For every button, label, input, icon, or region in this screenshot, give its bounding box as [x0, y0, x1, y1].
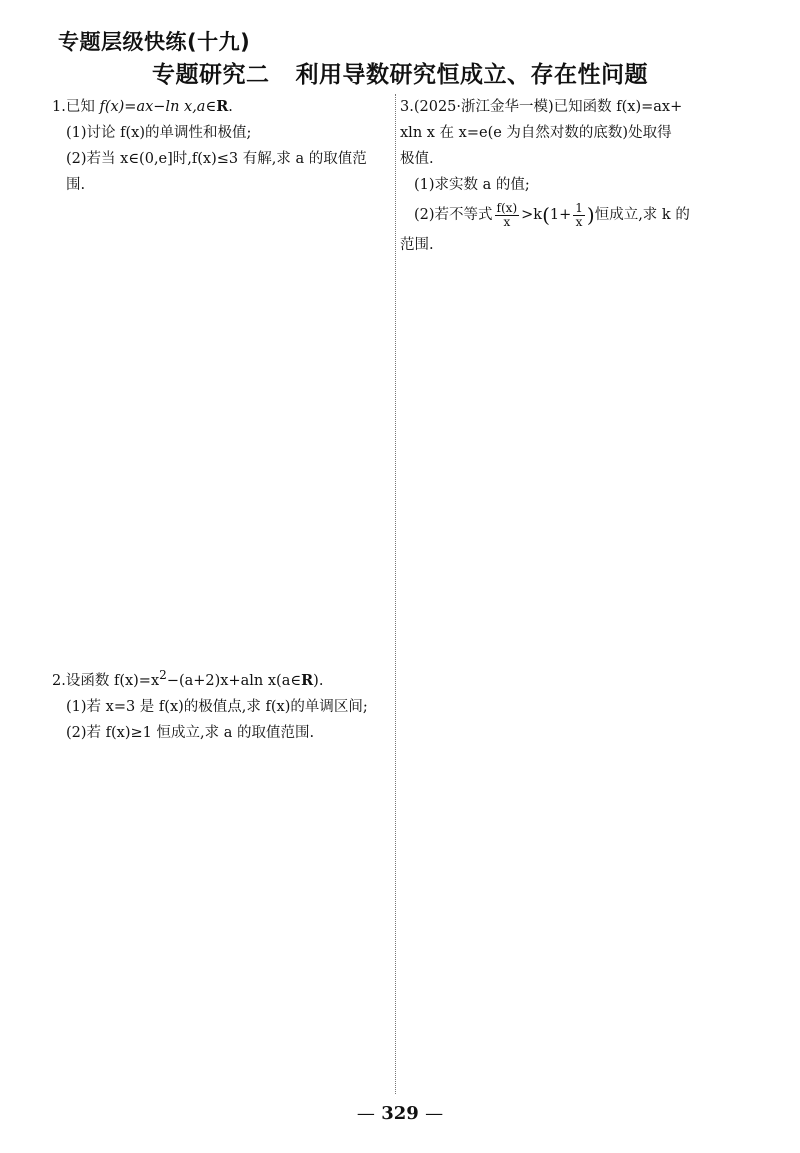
- topic-title: [0, 56, 800, 89]
- question-2-set: R: [301, 671, 314, 689]
- fraction-denominator: x: [575, 214, 583, 229]
- question-2-part-1: (1)若 x=3 是 f(x)的极值点,求 f(x)的单调区间;: [66, 698, 368, 715]
- question-1-part-1: (1)讨论 f(x)的单调性和极值;: [66, 125, 252, 141]
- question-3-stem-text: (2025·浙江金华一模)已知函数 f(x)=ax+: [413, 99, 683, 115]
- topic-label: 专题研究二: [152, 62, 270, 88]
- question-2-stem-text: 设函数 f(x)=x: [65, 672, 160, 689]
- question-2-number: 2.: [52, 672, 66, 689]
- question-3-part-2-end: 恒成立,求 k 的: [594, 207, 690, 223]
- question-1-expression: f(x)=ax−ln x,a∈: [99, 99, 217, 115]
- one-plus: 1+: [549, 207, 572, 223]
- question-3: [400, 94, 735, 258]
- footer-dash-left: —: [356, 1103, 375, 1124]
- right-paren: ): [586, 203, 595, 227]
- question-2-exponent: 2: [159, 668, 167, 682]
- question-1-number: 1.: [52, 99, 66, 115]
- fraction-one-over-x: [573, 202, 585, 229]
- fraction-numerator: f(x): [496, 200, 518, 215]
- page-number: 329: [381, 1103, 419, 1124]
- question-3-stem-line-2: xln x 在 x=e(e 为自然对数的底数)处取得: [400, 125, 672, 141]
- question-1-set: R: [216, 98, 229, 115]
- fraction-denominator: x: [503, 214, 511, 229]
- column-divider: [395, 94, 396, 1094]
- question-1-stem-end: .: [228, 99, 233, 115]
- question-1-stem-text: 已知: [65, 99, 100, 115]
- question-2: [52, 662, 382, 746]
- question-3-stem-line-1: [400, 94, 735, 120]
- page-footer: [0, 1103, 800, 1124]
- fraction-fx-over-x: [495, 202, 520, 229]
- question-3-part-2-continued: 范围.: [400, 237, 434, 253]
- question-3-part-2: [400, 198, 735, 232]
- inequality-sign: >k: [521, 207, 543, 223]
- question-1-part-2: (2)若当 x∈(0,e]时,f(x)≤3 有解,求 a 的取值范围.: [66, 151, 367, 193]
- question-3-part-1: (1)求实数 a 的值;: [414, 177, 530, 193]
- question-1: [52, 94, 382, 198]
- left-paren: (: [542, 203, 550, 227]
- question-2-stem-end: ).: [313, 672, 324, 689]
- question-3-stem-line-3: 极值.: [400, 151, 434, 167]
- question-1-stem: [52, 94, 382, 120]
- question-2-stem-rest: −(a+2)x+aln x(a∈: [166, 672, 302, 689]
- question-3-number: 3.: [400, 99, 414, 115]
- fraction-numerator: 1: [575, 200, 583, 215]
- footer-dash-right: —: [425, 1103, 444, 1124]
- question-3-part-2-text: (2)若不等式: [414, 207, 493, 223]
- series-title: 专题层级快练(十九): [58, 30, 251, 54]
- question-2-stem: [52, 662, 382, 694]
- question-2-part-2: (2)若 f(x)≥1 恒成立,求 a 的取值范围.: [66, 724, 315, 741]
- topic-name: 利用导数研究恒成立、存在性问题: [295, 62, 648, 88]
